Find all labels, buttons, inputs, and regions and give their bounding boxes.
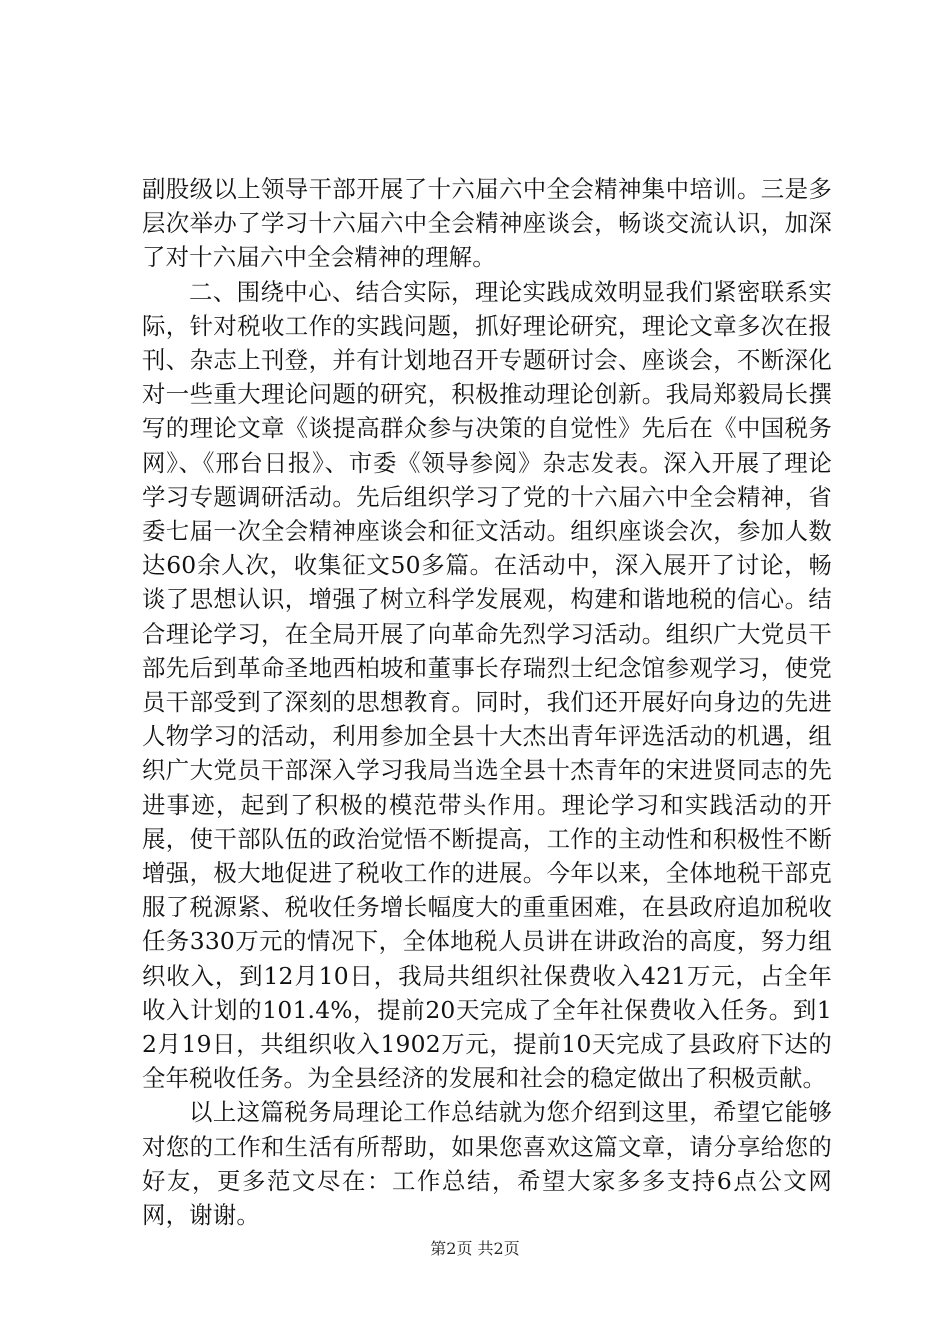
page-footer: 第2页 共2页 <box>430 1239 520 1258</box>
paragraph-2: 二、围绕中心、结合实际，理论实践成效明显我们紧密联系实际，针对税收工作的实践问题，抓好理论研究，理论文章多次在报刊、杂志上刊登，并有计划地召开专题研讨会、座谈会，不断深化对一些重大理论问题的研究，积极推动理论创新。我局郑毅局长撰写的理论文章《谈提高群众参与决策的自觉性》先后在《中国税务网》、《邢台日报》、市委《领导参阅》杂志发表。深入开展了理论学习专题调研活动。先后组织学习了党的十六届六中全会精神，省委七届一次全会精神座谈会和征文活动。组织座谈会次，参加人数达60余人次，收集征文50多篇。在活动中，深入展开了讨论，畅谈了思想认识，增强了树立科学发展观，构建和谐地税的信心。结合理论学习，在全局开展了向革命先烈学习活动。组织广大党员干部先后到革命圣地西柏坡和董事长存瑞烈士纪念馆参观学习，使党员干部受到了深刻的思想教育。同时，我们还开展好向身边的先进人物学习的活动，利用参加全县十大杰出青年评选活动的机遇，组织广大党员干部深入学习我局当选全县十杰青年的宋进贤同志的先进事迹，起到了积极的模范带头作用。理论学习和实践活动的开展，使干部队伍的政治觉悟不断提高，工作的主动性和积极性不断增强，极大地促进了税收工作的进展。今年以来，全体地税干部克服了税源紧、税收任务增长幅度大的重重困难，在县政府追加税收任务330万元的情况下，全体地税人员讲在讲政治的高度，努力组织收入，到12月10日，我局共组织社保费收入421万元，占全年收入计划的101.4%，提前20天完成了全年社保费收入任务。到12月19日，共组织收入1902万元，提前10天完成了县政府下达的全年税收任务。为全县经济的发展和社会的稳定做出了积极贡献。 <box>142 277 832 1093</box>
document-body <box>142 172 832 1232</box>
paragraph-3: 以上这篇税务局理论工作总结就为您介绍到这里，希望它能够对您的工作和生活有所帮助，如果您喜欢这篇文章，请分享给您的好友，更多范文尽在：工作总结，希望大家多多支持6点公文网网，谢谢。 <box>142 1098 832 1230</box>
paragraph-1: 副股级以上领导干部开展了十六届六中全会精神集中培训。三是多层次举办了学习十六届六中全会精神座谈会，畅谈交流认识，加深了对十六届六中全会精神的理解。 <box>142 175 832 272</box>
